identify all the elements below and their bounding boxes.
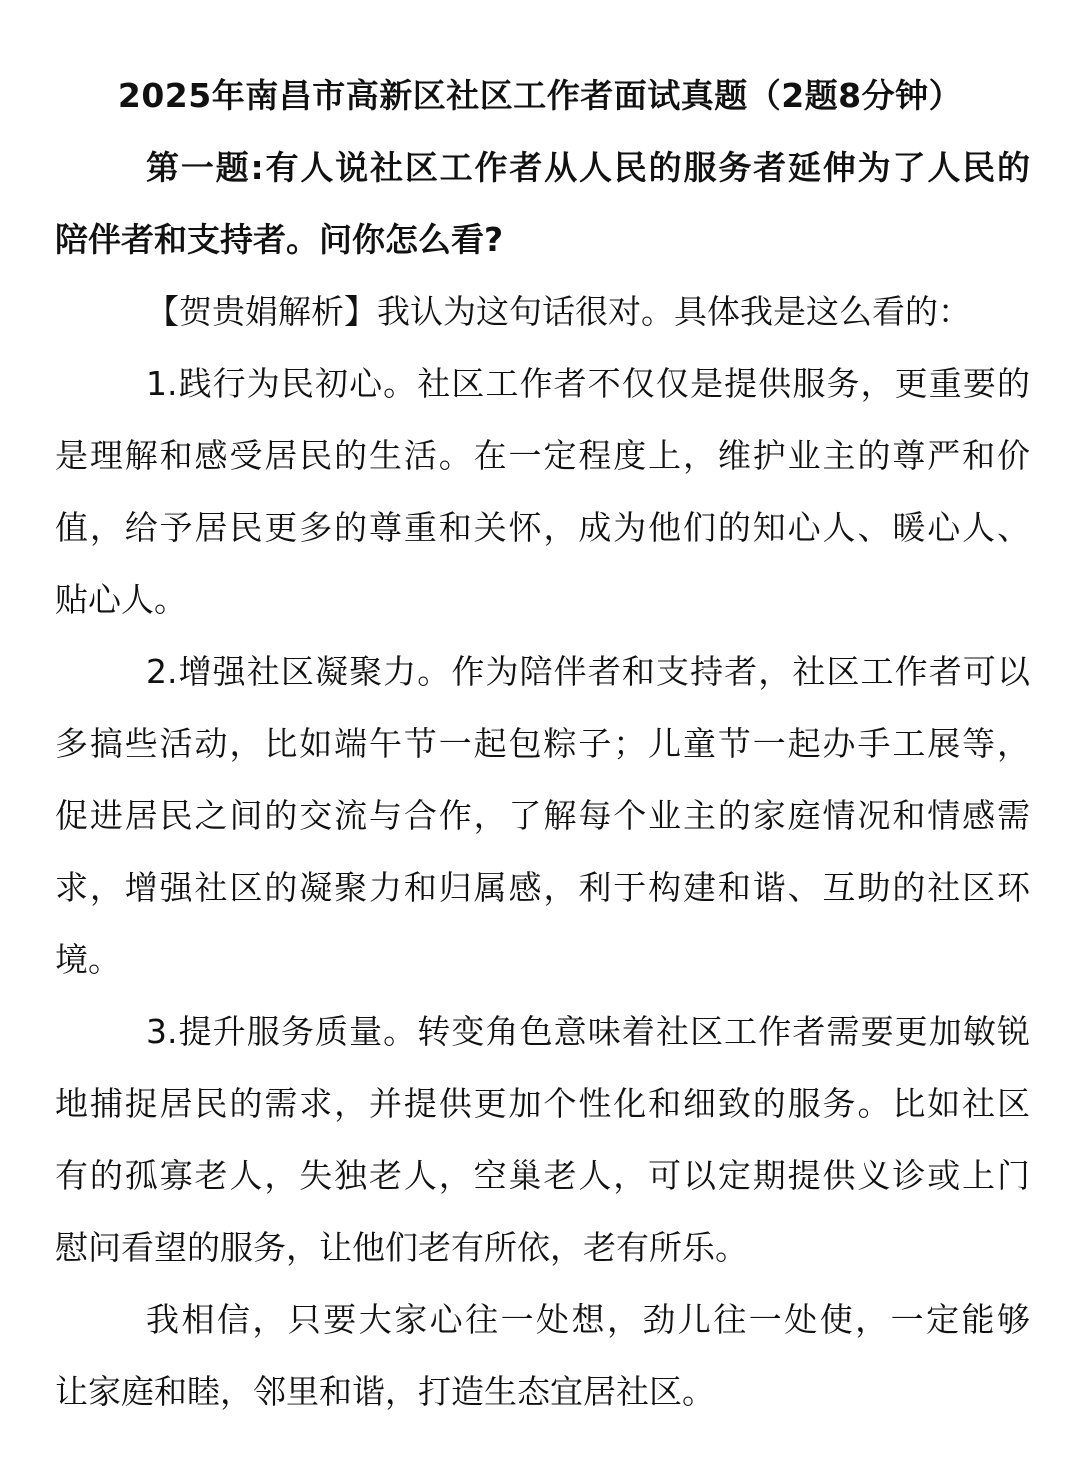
question-line: 陪伴者和支持者。问你怎么看? <box>55 220 504 259</box>
question-line: 第一题:有人说社区工作者从人民的服务者延伸为了人民的 <box>146 148 1030 187</box>
point1-line: 贴心人。 <box>55 580 187 619</box>
point2-line: 境。 <box>55 940 121 979</box>
point3-line: 3.提升服务质量。转变角色意味着社区工作者需要更加敏锐 <box>146 1012 1030 1051</box>
point1-line: 值，给予居民更多的尊重和关怀，成为他们的知心人、暖心人、 <box>55 508 1030 547</box>
point2-line: 求，增强社区的凝聚力和归属感，利于构建和谐、互助的社区环 <box>55 868 1030 907</box>
document-title: 2025年南昌市高新区社区工作者面试真题（2题8分钟） <box>117 76 963 115</box>
conclusion-line: 我相信，只要大家心往一处想，劲儿往一处使，一定能够 <box>146 1300 1030 1339</box>
point1-line: 是理解和感受居民的生活。在一定程度上，维护业主的尊严和价 <box>55 436 1030 475</box>
point3-line: 有的孤寡老人，失独老人，空巢老人，可以定期提供义诊或上门 <box>55 1156 1030 1195</box>
point1-line: 1.践行为民初心。社区工作者不仅仅是提供服务，更重要的 <box>146 364 1030 403</box>
point3-line: 慰问看望的服务，让他们老有所依，老有所乐。 <box>55 1228 748 1267</box>
point2-line: 促进居民之间的交流与合作，了解每个业主的家庭情况和情感需 <box>55 796 1030 835</box>
point3-line: 地捕捉居民的需求，并提供更加个性化和细致的服务。比如社区 <box>55 1084 1030 1123</box>
point2-line: 多搞些活动，比如端午节一起包粽子；儿童节一起办手工展等， <box>55 724 1030 763</box>
point2-line: 2.增强社区凝聚力。作为陪伴者和支持者，社区工作者可以 <box>146 652 1030 691</box>
analysis-intro: 【贺贵娟解析】我认为这句话很对。具体我是这么看的： <box>146 292 971 331</box>
conclusion-line: 让家庭和睦，邻里和谐，打造生态宜居社区。 <box>55 1372 715 1411</box>
